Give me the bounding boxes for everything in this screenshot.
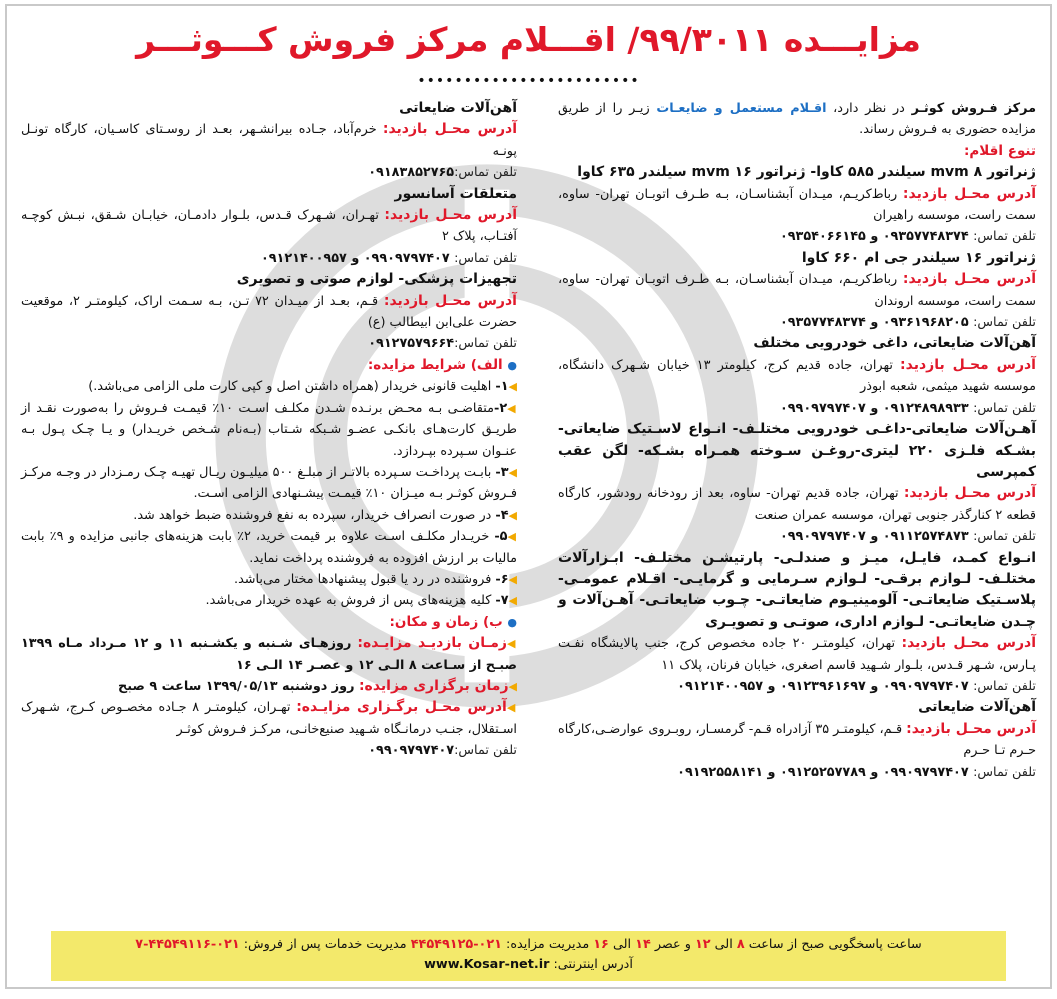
footer-hour: ۸	[736, 937, 745, 952]
hold-place-text: تهـران، کیلومتـر ۸ جـاده مخصـوص کـرج، شـهرک اسـتقلال، جنـب درمانـگاه شـهید صنیع‌خانـی، مرکـز فـروش کوثـر	[21, 700, 517, 737]
hold-time-row	[21, 676, 517, 697]
title-divider: ••••••••••••••••••••••••	[417, 73, 640, 89]
item-block	[558, 419, 1036, 547]
visit-address-label: آدرس محـل بازدید:	[902, 271, 1036, 288]
item-block	[558, 548, 1036, 698]
hold-place-row	[21, 697, 517, 740]
condition-text: متقاضـی بـه محـض برنـده شـدن مکلـف اسـت ۱۰٪ قیمـت فـروش را به‌صورت نقـد از طریـق کارت‌هـای بانکـی عضـو شـبکه شـتاب (بـه‌نام شـخص خریـدار) و یـا چـک پـول بـه عنـوان سـپرده بپـردازد.	[21, 400, 517, 459]
item-block	[558, 333, 1036, 419]
condition-item	[21, 569, 517, 590]
item-title: ژنراتور ۱۶ سیلندر جی ام ۶۶۰ کاوا	[801, 249, 1036, 266]
visit-address: قـم، بعـد از میـدان ۷۲ تـن، بـه سـمت اراک، کیلومتـر ۲، موقعیت حضرت علی‌ابن ابیطالب (ع)	[21, 293, 517, 331]
visit-time-text: روزهـای شـنبه و یکشـنبه ۱۱ و ۱۲ مـرداد مـاه ۱۳۹۹ صبـح از سـاعت ۸ الـی ۱۲ و عصـر ۱۴ الـی ۱۶	[21, 636, 517, 673]
item-title: انـواع کمـد، فایـل، میـز و صندلـی- پارتیشـن مختلـف- ابـزارآلات مختلـف- لـوازم برقـی- لـوازم سـرمایی و گرمایـی- اقـلام عمومـی- پلاسـتیک ضایعاتـی- آلومینیـوم ضایعاتـی- چـوب ضایعاتـی- آهـن‌آلات و چـدن ضایعاتـی- لـوازم اداری، صوتـی و تصویـری	[558, 549, 1036, 630]
circle-bullet-icon: ●	[507, 358, 517, 372]
item-title: متعلقات آسانسور	[394, 185, 517, 202]
footer-banner	[51, 931, 1006, 981]
intro-text-end: زیـر را از طریق مزایده حضوری به فـروش رساند.	[558, 101, 1036, 138]
after-sales-phone: ۰۲۱-۴۴۵۴۹۱۱۶-۷	[135, 937, 240, 952]
contact-row	[21, 740, 517, 761]
footer-hour: ۱۶	[593, 937, 609, 952]
item-title: آهـن‌آلات ضایعاتی-داغـی خودرویی مختلـف- انـواع لاسـتیک ضایعاتی- بشـکه فلـزی ۲۲۰ لیتری-روغـن سـوخته همـراه بشـکه- لگن عقب کمپرسی	[558, 421, 1037, 480]
phone-label: تلفن تماس:	[454, 165, 517, 181]
website-link[interactable]: www.Kosar-net.ir	[424, 957, 550, 972]
time-place-heading	[21, 612, 517, 633]
item-block	[558, 697, 1036, 783]
phone-number: ۰۹۹۰۹۷۹۷۴۰۷	[363, 743, 455, 759]
conditions-heading-text: الف) شرایط مزایده:	[367, 356, 508, 373]
item-block	[558, 162, 1036, 248]
footer-hour: ۱۲	[694, 937, 711, 952]
item-title: تجهیزات پزشکی- لوازم صوتی و تصویری	[236, 271, 517, 288]
condition-text: در صورت انصراف خریدار، سپرده به نفع فروشنده ضبط خواهد شد.	[133, 507, 496, 523]
footer-text: الی	[710, 937, 737, 952]
triangle-bullet-icon: ◀	[506, 701, 517, 715]
phone-number: ۰۹۱۱۲۵۷۴۸۷۳ و ۰۹۹۰۹۷۹۷۴۰۷	[779, 529, 974, 545]
condition-number: ۷-	[495, 593, 509, 609]
time-place-heading-text: ب) زمان و مکان:	[389, 613, 508, 630]
footer-hour: ۱۴	[635, 937, 651, 952]
visit-address: تهـران، شـهرک قـدس، بلـوار دادمـان، خیابـان شـقق، نبـش کوچـه آفتـاب، پلاک ۲	[21, 208, 517, 245]
condition-number: ۶-	[495, 571, 509, 587]
phone-label: تلفن تماس:	[973, 678, 1036, 694]
phone-number: ۰۹۱۲۷۵۷۹۶۶۴	[363, 336, 455, 352]
condition-number: ۵-	[494, 529, 508, 545]
intro-text: در نظر دارد،	[826, 101, 912, 116]
visit-address-label: آدرس محـل بازدید:	[903, 485, 1036, 502]
items-heading: تنوع اقلام:	[964, 142, 1036, 159]
phone-label: تلفن تماس:	[973, 400, 1036, 416]
condition-item	[21, 398, 517, 462]
condition-item	[21, 526, 517, 569]
triangle-bullet-icon: ◀	[508, 508, 517, 522]
visit-address-label: آدرس محـل بازدید:	[384, 207, 517, 224]
item-title: آهن‌آلات ضایعاتی	[918, 699, 1036, 716]
visit-address-label: آدرس محـل بازدید:	[383, 292, 517, 309]
visit-time-row	[21, 633, 517, 676]
visit-address: تهران، کیلومتـر ۲۰ جاده مخصوص کرج، جنب پالایشگاه نفـت پـارس، شـهر قـدس، بلـوار شـهید قاسم اصغری، خیابان فرنان، پلاک ۱۱	[558, 636, 1036, 673]
triangle-bullet-icon: ◀	[507, 401, 517, 415]
condition-text: خریـدار مکلـف اسـت علاوه بر قیمت خرید، ۲٪ بابت هزینه‌های جانبی مزایده و ۹٪ بابت مالیات بر ارزش افزوده به فروشنده پرداخت نماید.	[21, 529, 517, 566]
phone-label: تلفن تماس:	[973, 764, 1036, 780]
visit-address: رباط‌کریـم، میـدان آبشناسـان، بـه طـرف اتوبـان تهران- ساوه، سمت راست، موسسه راهیران	[558, 186, 1036, 224]
phone-number: ۰۹۹۰۹۷۹۷۴۰۷ و ۰۹۱۲۱۴۰۰۹۵۷	[260, 250, 455, 266]
phone-label: تلفن تماس:	[454, 336, 517, 352]
condition-number: ۳-	[495, 464, 509, 480]
item-block	[558, 248, 1036, 334]
circle-bullet-icon: ●	[507, 615, 517, 629]
condition-text: اهلیت قانونی خریدار (همراه داشتن اصل و کپی کارت ملی الزامی می‌باشد.)	[88, 379, 496, 395]
condition-text: کلیه هزینه‌های پس از فروش به عهده خریدار می‌باشد.	[205, 593, 496, 609]
footer-text: الی	[608, 937, 636, 952]
item-title: ژنراتور mvm ۸ سیلندر ۵۸۵ کاوا- ژنراتور mvm ۱۶ سیلندر ۶۳۵ کاوا	[577, 164, 1036, 181]
phone-number: ۰۹۱۲۴۸۹۸۹۳۳ و ۰۹۹۰۹۷۹۷۴۰۷	[779, 400, 974, 416]
phone-number: ۰۹۳۶۱۹۶۸۲۰۵ و ۰۹۳۵۷۷۴۸۳۷۴	[779, 315, 974, 331]
phone-number: ۰۹۹۰۹۷۹۷۴۰۷ و ۰۹۱۲۳۹۶۱۶۹۷ و ۰۹۱۲۱۴۰۰۹۵۷	[677, 678, 974, 694]
left-column	[21, 98, 517, 762]
right-column	[558, 98, 1036, 783]
visit-address: خرم‌آباد، جـاده بیرانشـهر، بعـد از روسـتای کاسـیان، کارگاه تونـل پونـه	[21, 122, 517, 159]
condition-item	[21, 376, 517, 397]
phone-number: ۰۹۱۸۳۸۵۲۷۶۵	[363, 165, 455, 181]
condition-item	[21, 505, 517, 526]
advertisement-page	[5, 4, 1052, 989]
triangle-bullet-icon: ◀	[508, 465, 518, 479]
triangle-bullet-icon: ◀	[506, 637, 517, 651]
visit-address: رباط‌کریـم، میـدان آبشناسـان، بـه طـرف اتوبـان تهران- ساوه، سمت راست، موسسه اروندان	[558, 272, 1036, 309]
visit-address-label: آدرس محـل بازدید:	[906, 720, 1036, 737]
footer-text: ساعت پاسخگویی صبح از ساعت	[744, 937, 922, 952]
hold-time-label: زمان برگزاری مزایده:	[358, 677, 509, 694]
phone-label: تلفن تماس:	[973, 315, 1036, 331]
phone-label: تلفن تماس:	[973, 229, 1036, 245]
visit-address-label: آدرس محـل بازدید:	[900, 356, 1036, 373]
footer-hours-line	[51, 935, 1006, 955]
condition-number: ۴-	[495, 507, 509, 523]
conditions-heading	[21, 355, 517, 376]
phone-label: تلفن تماس:	[454, 743, 517, 759]
website-label: آدرس اینترنتی:	[549, 957, 633, 972]
visit-address-label: آدرس محـل بازدید:	[901, 635, 1036, 652]
time-place-section	[21, 612, 517, 762]
triangle-bullet-icon: ◀	[508, 679, 517, 693]
visit-address-label: آدرس محـل بازدید:	[902, 185, 1036, 202]
visit-time-label: زمـان بازدیـد مزایـده:	[357, 635, 507, 652]
hold-time-text: روز دوشنبه ۱۳۹۹/۰۵/۱۳ ساعت ۹ صبح	[118, 678, 359, 694]
condition-text: بابـت پرداخـت سـپرده بالاتـر از مبلـغ ۵۰۰ میلیـون ریـال تهیـه چـک رمـزدار در وجـه مرکـز فـروش کوثـر بـه میـزان ۱۰٪ قیمـت پیشـنهادی الزامی اسـت.	[21, 464, 517, 502]
item-block	[21, 98, 517, 184]
intro-organization: مرکز فـروش کوثـر	[911, 101, 1036, 116]
item-title: آهن‌آلات ضایعاتی	[399, 100, 517, 116]
footer-website-line	[51, 955, 1006, 975]
intro-highlight: اقـلام مستعمل و ضایعـات	[656, 101, 827, 116]
visit-address: تهران، جاده قدیم کرج، کیلومتر ۱۳ خیابان شـهرک دانشگاه، موسسه شهید میثمی، شعبه ابوذر	[558, 357, 1036, 395]
item-title: آهن‌آلات ضایعاتی، داغی خودرویی مختلف	[753, 335, 1036, 352]
phone-number: ۰۹۹۰۹۷۹۷۴۰۷ و ۰۹۱۲۵۲۵۷۷۸۹ و ۰۹۱۹۲۵۵۸۱۴۱	[677, 764, 974, 780]
triangle-bullet-icon: ◀	[508, 380, 517, 394]
phone-label: تلفن تماس:	[973, 529, 1036, 545]
triangle-bullet-icon: ◀	[508, 594, 517, 608]
phone-label: تلفن تماس:	[454, 250, 517, 266]
hold-place-label: آدرس محـل برگـزاری مزایـده:	[296, 699, 507, 716]
condition-item	[21, 462, 517, 505]
triangle-bullet-icon: ◀	[507, 530, 517, 544]
auction-management-phone: ۰۲۱-۴۴۵۴۹۱۲۵	[410, 937, 502, 952]
footer-text: مدیریت مزایده:	[501, 937, 594, 952]
condition-number: ۱-	[495, 379, 509, 395]
item-block	[21, 269, 517, 355]
condition-number: ۲-	[494, 400, 508, 416]
page-title: مزایـــده ۹۹/۳۰۱۱/ اقـــلام مرکز فروش کـــوثـــر	[136, 20, 921, 59]
visit-address: قـم، کیلومتـر ۳۵ آزادراه قـم- گرمسـار، روبـروی عوارضـی،کارگاه حـرم تـا حـرم	[558, 721, 1036, 759]
item-block	[21, 184, 517, 270]
footer-text: مدیریت خدمات پس از فروش:	[239, 937, 411, 952]
condition-text: فروشنده در رد یا قبول پیشنهادها مختار می‌باشد.	[234, 571, 496, 587]
triangle-bullet-icon: ◀	[508, 572, 517, 586]
intro-paragraph	[558, 98, 1036, 141]
visit-address: تهران، جاده قدیم تهران- ساوه، بعد از رودخانه رودشور، کارگاه قطعه ۲ کنارگذر جنوبی تهران، موسسه عمران صنعت	[558, 486, 1036, 523]
visit-address-label: آدرس محـل بازدید:	[382, 121, 517, 138]
conditions-section	[21, 355, 517, 612]
footer-text: و عصر	[650, 937, 695, 952]
condition-item	[21, 590, 517, 611]
phone-number: ۰۹۳۵۷۷۴۸۳۷۴ و ۰۹۳۵۴۰۶۶۱۴۵	[779, 229, 974, 245]
